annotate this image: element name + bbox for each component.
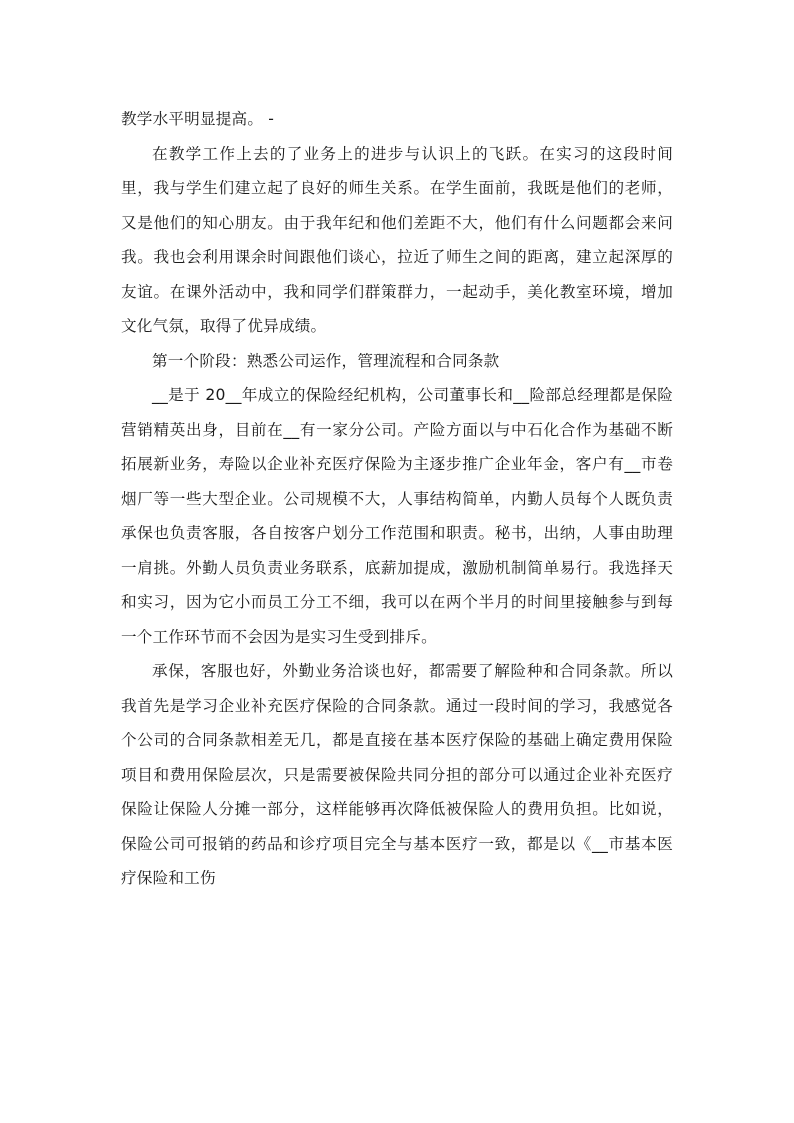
document-page [121, 102, 673, 896]
section-heading-stage-one: 第一个阶段：熟悉公司运作，管理流程和合同条款 [152, 351, 500, 370]
paragraph-contract-terms: 承保，客服也好，外勤业务洽谈也好，都需要了解险种和合同条款。所以我首先是学习企业补充医疗保险的合同条款。通过一段时间的学习，我感觉各个公司的合同条款相差无几，都是直接在基本医疗保险的基础上确定费用保险项目和费用保险层次，只是需要被保险共同分担的部分可以通过企业补充医疗保险让保险人分摊一部分，这样能够再次降低被保险人的费用负担。比如说，保险公司可报销的药品和诊疗项目完全与基本医疗一致，都是以《__市基本医疗保险和工伤 [121, 662, 673, 887]
paragraph-teaching-relationship: 在教学工作上去的了业务上的进步与认识上的飞跃。在实习的这段时间里，我与学生们建立起了良好的师生关系。在学生面前，我既是他们的老师，又是他们的知心朋友。由于我年纪和他们差距不大，他们有什么问题都会来问我。我也会利用课余时间跟他们谈心，拉近了师生之间的距离，建立起深厚的友谊。在课外活动中，我和同学们群策群力，一起动手，美化教室环境，增加文化气氛，取得了优异成绩。 [121, 144, 673, 335]
paragraph-company-overview: __是于 20__年成立的保险经纪机构，公司董事长和__险部总经理都是保险营销精英出身，目前在__有一家分公司。产险方面以与中石化合作为基础不断拓展新业务，寿险以企业补充医疗保险为主逐步推广企业年金，客户有__市卷烟厂等一些大型企业。公司规模不大，人事结构简单，内勤人员每个人既负责承保也负责客服，各自按客户划分工作范围和职责。秘书，出纳，人事由助理一肩挑。外勤人员负责业务联系，底薪加提成，激励机制简单易行。我选择天和实习，因为它小而员工分工不细，我可以在两个半月的时间里接触参与到每一个工作环节而不会因为是实习生受到排斥。 [121, 386, 673, 646]
paragraph-continuation: 教学水平明显提高。 - [121, 110, 275, 128]
